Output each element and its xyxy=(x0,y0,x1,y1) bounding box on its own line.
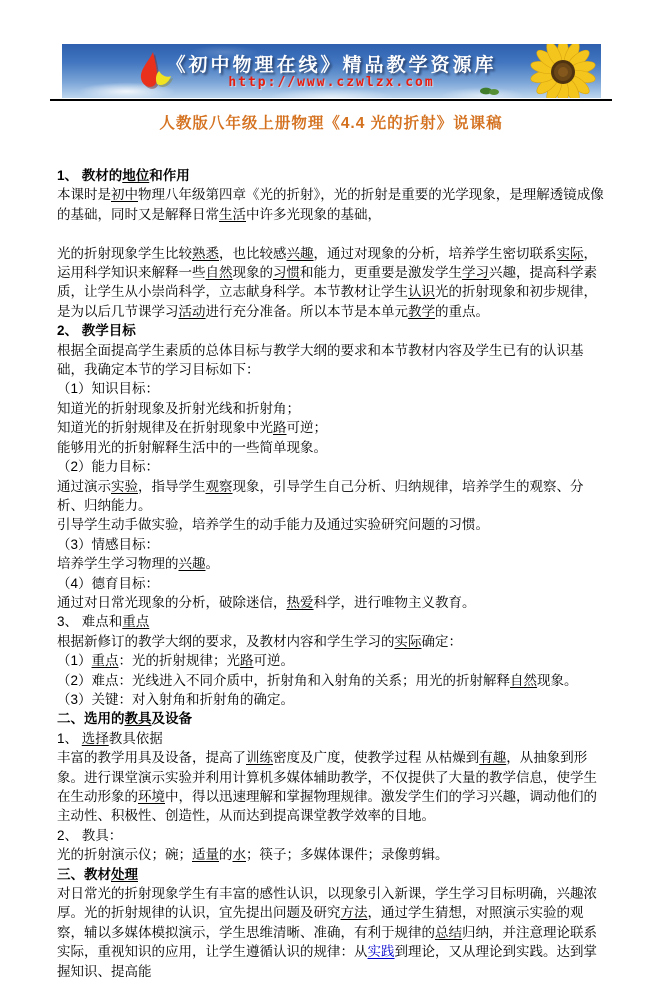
text-run: 能够用光的折射解释生活中的一些简单现象。 xyxy=(57,439,327,455)
text-run: ；筷子；多媒体课件；录像剪辑。 xyxy=(246,847,449,863)
doc-paragraph xyxy=(57,244,605,322)
text-run: （1） xyxy=(57,653,92,669)
text-run: 路 xyxy=(273,420,287,436)
text-run: 和作用 xyxy=(149,168,190,183)
doc-paragraph xyxy=(57,399,605,418)
text-run: 教具依据 xyxy=(108,730,163,746)
text-run: 认识 xyxy=(408,284,435,300)
text-run: 通过演示 xyxy=(57,478,111,494)
text-run: 实际 xyxy=(556,245,584,261)
text-run: 重点 xyxy=(91,653,119,669)
site-banner xyxy=(62,44,601,98)
text-run: 3、 难点和 xyxy=(57,614,123,630)
text-run: 环境 xyxy=(138,789,165,804)
text-run: 处理 xyxy=(111,866,138,882)
text-run: 方法 xyxy=(340,905,368,921)
doc-paragraph xyxy=(57,690,605,709)
text-run: 。 xyxy=(205,556,219,572)
text-run: 对日常光的折射现象学生有丰富的感性认识，以现象引入新课，学生学习目标明确，兴趣浓厚。光的折射规律的认识，宜先提出问题及研究 xyxy=(57,886,597,921)
text-run: 路 xyxy=(240,653,254,669)
text-run: 培养学生学习物理的 xyxy=(57,556,179,572)
site-name: 《初中物理在线》精品教学资源库 xyxy=(166,55,497,76)
text-run: 现象的 xyxy=(232,265,273,281)
document-body xyxy=(57,166,605,981)
text-run: 根据新修订的教学大纲的要求，及教材内容和学生学习的 xyxy=(57,633,395,649)
text-run: 选择 xyxy=(81,730,109,746)
doc-paragraph xyxy=(57,612,605,631)
doc-paragraph xyxy=(57,729,605,748)
text-run: 1、 xyxy=(57,730,82,746)
text-run: 自然 xyxy=(510,672,538,688)
sunflower-icon xyxy=(527,44,599,98)
text-run: 丰富的教学用具及设备，提高了 xyxy=(57,750,246,766)
doc-paragraph xyxy=(57,826,605,845)
text-run: 光的折射演示仪；碗； xyxy=(57,847,192,863)
text-run: ，通过学生猜想，对照演示实验的观察，辅以多媒体模拟演示，学生思维清晰、准确，有利于规律的 xyxy=(57,905,584,940)
doc-paragraph xyxy=(57,535,605,554)
doc-paragraph xyxy=(57,515,605,534)
doc-paragraph xyxy=(57,554,605,573)
text-run: 适量 xyxy=(192,847,219,863)
text-run: ，运用科学知识来解释一些 xyxy=(57,245,597,281)
doc-paragraph xyxy=(57,884,605,981)
text-run: 可逆； xyxy=(286,420,327,436)
site-url[interactable]: http://www.czwlzx.com xyxy=(228,75,435,90)
text-run: 活动 xyxy=(178,303,206,319)
text-run: 进行充分准备。所以本节是本单元 xyxy=(205,303,408,319)
text-run: ，也比较感 xyxy=(219,245,287,261)
text-run: 到理论，又从理论到实践。达到掌握知识、提高能 xyxy=(57,944,597,979)
text-run: 有趣 xyxy=(479,750,507,766)
text-run: 教具 xyxy=(124,711,152,727)
page-title: 人教版八年级上册物理《4.4 光的折射》说课稿 xyxy=(159,115,503,132)
doc-paragraph xyxy=(57,341,605,380)
divider xyxy=(50,99,612,101)
text-run: 的 xyxy=(219,847,233,863)
inline-link[interactable]: 实践 xyxy=(367,944,395,960)
text-run: （4）德育目标： xyxy=(57,575,160,591)
text-run: 及设备 xyxy=(151,711,192,727)
doc-heading xyxy=(57,321,605,340)
text-run: 兴趣 xyxy=(286,245,314,261)
text-run: 热爱 xyxy=(286,594,314,610)
text-run: 习惯 xyxy=(273,265,300,281)
text-run: 实际 xyxy=(394,633,422,649)
doc-paragraph xyxy=(57,438,605,457)
text-run: 中，得以迅速理解和掌握物理规律。激发学生们的学习兴趣，调动他们的主动性、积极性、创造性，从而达到提高课堂教学效率的目地。 xyxy=(57,789,597,824)
text-run: ，从抽象到形象。进行课堂演示实验并利用计算机多媒体辅助教学，不仅提供了大量的教学信息，使学生在生动形象的 xyxy=(57,750,597,804)
text-run: 二、选用的 xyxy=(57,711,125,727)
text-run: 引导学生动手做实验，培养学生的动手能力及通过实验研究问题的习惯。 xyxy=(57,517,489,533)
text-run: 确定： xyxy=(421,633,462,649)
doc-paragraph xyxy=(57,477,605,516)
text-run: 地位 xyxy=(122,168,150,183)
text-run: 训练 xyxy=(246,750,273,766)
text-run: 兴趣，提高科学素质，让学生从小崇尚科学，立志献身科学。本节教材让学生 xyxy=(57,265,597,300)
text-run: 生活 xyxy=(219,206,246,222)
text-run: 初中 xyxy=(111,187,138,203)
text-run: 物理八年级第四章《光的折射》，光的折射是重要的光学现象，是理解透镜成像的基础，同时又是解释日常 xyxy=(57,187,604,222)
text-run: 和能力，更重要是激发学生 xyxy=(300,265,462,281)
doc-paragraph xyxy=(57,845,605,864)
text-run: （3）情感目标： xyxy=(57,536,160,552)
text-run: 通过对日常光现象的分析，破除迷信， xyxy=(57,594,287,610)
doc-heading xyxy=(57,709,605,728)
text-run: 实验 xyxy=(111,478,138,494)
doc-paragraph xyxy=(57,671,605,690)
text-run: 根据全面提高学生素质的总体目标与教学大纲的要求和本节教材内容及学生已有的认识基础，我确定本节的学习目标如下： xyxy=(57,342,584,378)
text-run: 归纳，并注意理论联系实际，重视知识的应用，让学生遵循认识的规律：从 xyxy=(57,924,597,960)
text-run: 1、 教材的 xyxy=(57,168,123,183)
leaf-icon xyxy=(479,82,501,98)
text-run: （2）难点：光线进入不同介质中，折射角和入射角的关系；用光的折射解释 xyxy=(57,672,511,688)
doc-paragraph xyxy=(57,651,605,670)
text-run: 重点 xyxy=(122,614,150,630)
doc-paragraph xyxy=(57,418,605,437)
text-run: 2、 教学目标 xyxy=(57,323,136,339)
text-run: 自然 xyxy=(205,265,233,281)
text-run: （2）能力目标： xyxy=(57,459,160,475)
text-run: 三、教材 xyxy=(57,866,111,882)
doc-heading xyxy=(57,865,605,884)
text-run: 学习 xyxy=(462,265,489,281)
doc-paragraph xyxy=(57,574,605,593)
text-run: 的重点。 xyxy=(435,303,489,319)
doc-paragraph xyxy=(57,379,605,398)
text-run: 兴趣 xyxy=(178,556,206,572)
text-run: 熟悉 xyxy=(192,245,219,261)
text-run: 中许多光现象的基础， xyxy=(246,206,381,222)
text-run: 知道光的折射现象及折射光线和折射角； xyxy=(57,400,300,416)
text-run: 水 xyxy=(232,847,246,863)
doc-paragraph xyxy=(57,632,605,651)
text-run: 2、 教具： xyxy=(57,827,123,843)
text-run: 光的折射现象学生比较 xyxy=(57,245,192,261)
text-run: 可逆。 xyxy=(253,653,295,669)
text-run: ：光的折射规律；光 xyxy=(118,653,241,669)
doc-paragraph xyxy=(57,185,605,224)
text-run: 知道光的折射规律及在折射现象中光 xyxy=(57,420,273,436)
doc-paragraph xyxy=(57,457,605,476)
doc-paragraph xyxy=(57,748,605,826)
text-run: ，通过对现象的分析，培养学生密切联系 xyxy=(313,245,557,261)
text-run: 密度及广度，使教学过程 从枯燥到 xyxy=(273,750,480,766)
text-run: 科学，进行唯物主义教育。 xyxy=(313,594,476,610)
text-run: 总结 xyxy=(435,924,462,940)
text-run: （3）关键：对入射角和折射角的确定。 xyxy=(57,691,295,707)
text-run: 教学 xyxy=(408,303,435,319)
text-run: ，指导学生 xyxy=(138,478,206,494)
text-run: 观察 xyxy=(205,478,233,494)
text-run: 光的折射现象和初步规律，是为以后几节课学习 xyxy=(57,284,597,319)
text-run: （1）知识目标： xyxy=(57,381,160,397)
blank-line xyxy=(57,224,605,243)
text-run: 本课时是 xyxy=(57,187,111,203)
doc-heading xyxy=(57,166,605,185)
text-run: 现象。 xyxy=(537,672,578,688)
doc-paragraph xyxy=(57,593,605,612)
text-run: 现象，引导学生自己分析、归纳规律，培养学生的观察、分析、归纳能力。 xyxy=(57,478,584,513)
